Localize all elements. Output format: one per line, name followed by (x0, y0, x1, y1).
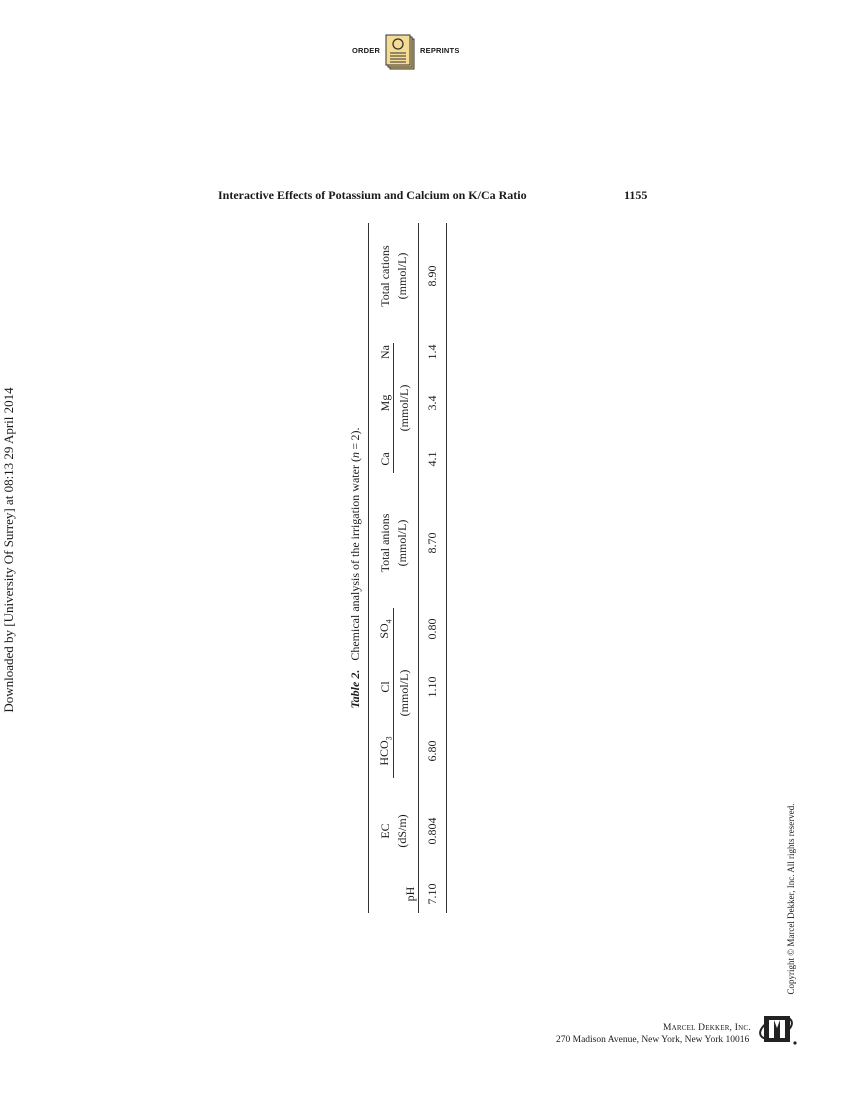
header-so4: $SO_4$ (369, 599, 394, 659)
header-total-anions: Total anions (369, 487, 394, 599)
cell-ph: 7.10 (419, 875, 447, 913)
page-number: 1155 (624, 188, 648, 202)
table-caption (348, 223, 363, 913)
irrigation-water-table (368, 223, 447, 913)
publisher-logo-icon (758, 1008, 798, 1048)
order-label: ORDER (352, 46, 381, 55)
cell-so4: 0.80 (419, 599, 447, 659)
publisher-name: Marcel Dekker, Inc. (663, 1023, 751, 1033)
cell-mg: 3.4 (419, 375, 447, 431)
cell-total-cations: 8.90 (419, 223, 447, 329)
header-ph: pH (369, 875, 419, 913)
table-caption-text: Chemical analysis of the irrigation water (n = 2). (348, 427, 362, 661)
cell-cl: 1.10 (419, 659, 447, 715)
cell-ca: 4.1 (419, 431, 447, 487)
cell-ec: 0.804 (419, 787, 447, 875)
cell-na: 1.4 (419, 329, 447, 375)
header-mg: Mg (369, 375, 394, 431)
header-total-cations-unit: (mmol/L) (395, 252, 410, 300)
running-header-title: Interactive Effects of Potassium and Calcium on K/Ca Ratio (218, 188, 527, 202)
header-anion-unit: (mmol/L) (393, 599, 419, 787)
download-note-text: Downloaded by [University Of Surrey] at 08:13 29 April 2014 (1, 387, 16, 713)
cell-total-anions: 8.70 (419, 487, 447, 599)
header-ec-unit: (dS/m) (395, 814, 410, 848)
header-ca: Ca (369, 431, 394, 487)
header-cl: Cl (369, 659, 394, 715)
reprints-label: REPRINTS (420, 46, 460, 55)
publisher-address: 270 Madison Avenue, New York, New York 10016 (556, 1035, 750, 1045)
header-na: Na (369, 329, 394, 375)
header-cation-unit: (mmol/L) (393, 329, 419, 487)
header-total-anions-unit: (mmol/L) (395, 519, 410, 567)
table-row (419, 223, 447, 913)
table-2 (348, 223, 492, 913)
table-label: Table 2. (348, 669, 362, 709)
order-reprints-icon[interactable] (385, 33, 417, 71)
header-hco3: $HCO_3$ (369, 715, 394, 787)
order-reprints-bar (352, 30, 472, 72)
header-total-cations: Total cations (369, 223, 394, 329)
cell-hco3: 6.80 (419, 715, 447, 787)
copyright-text: Copyright © Marcel Dekker, Inc. All rights reserved. (786, 803, 796, 995)
header-ec: EC (369, 787, 394, 875)
